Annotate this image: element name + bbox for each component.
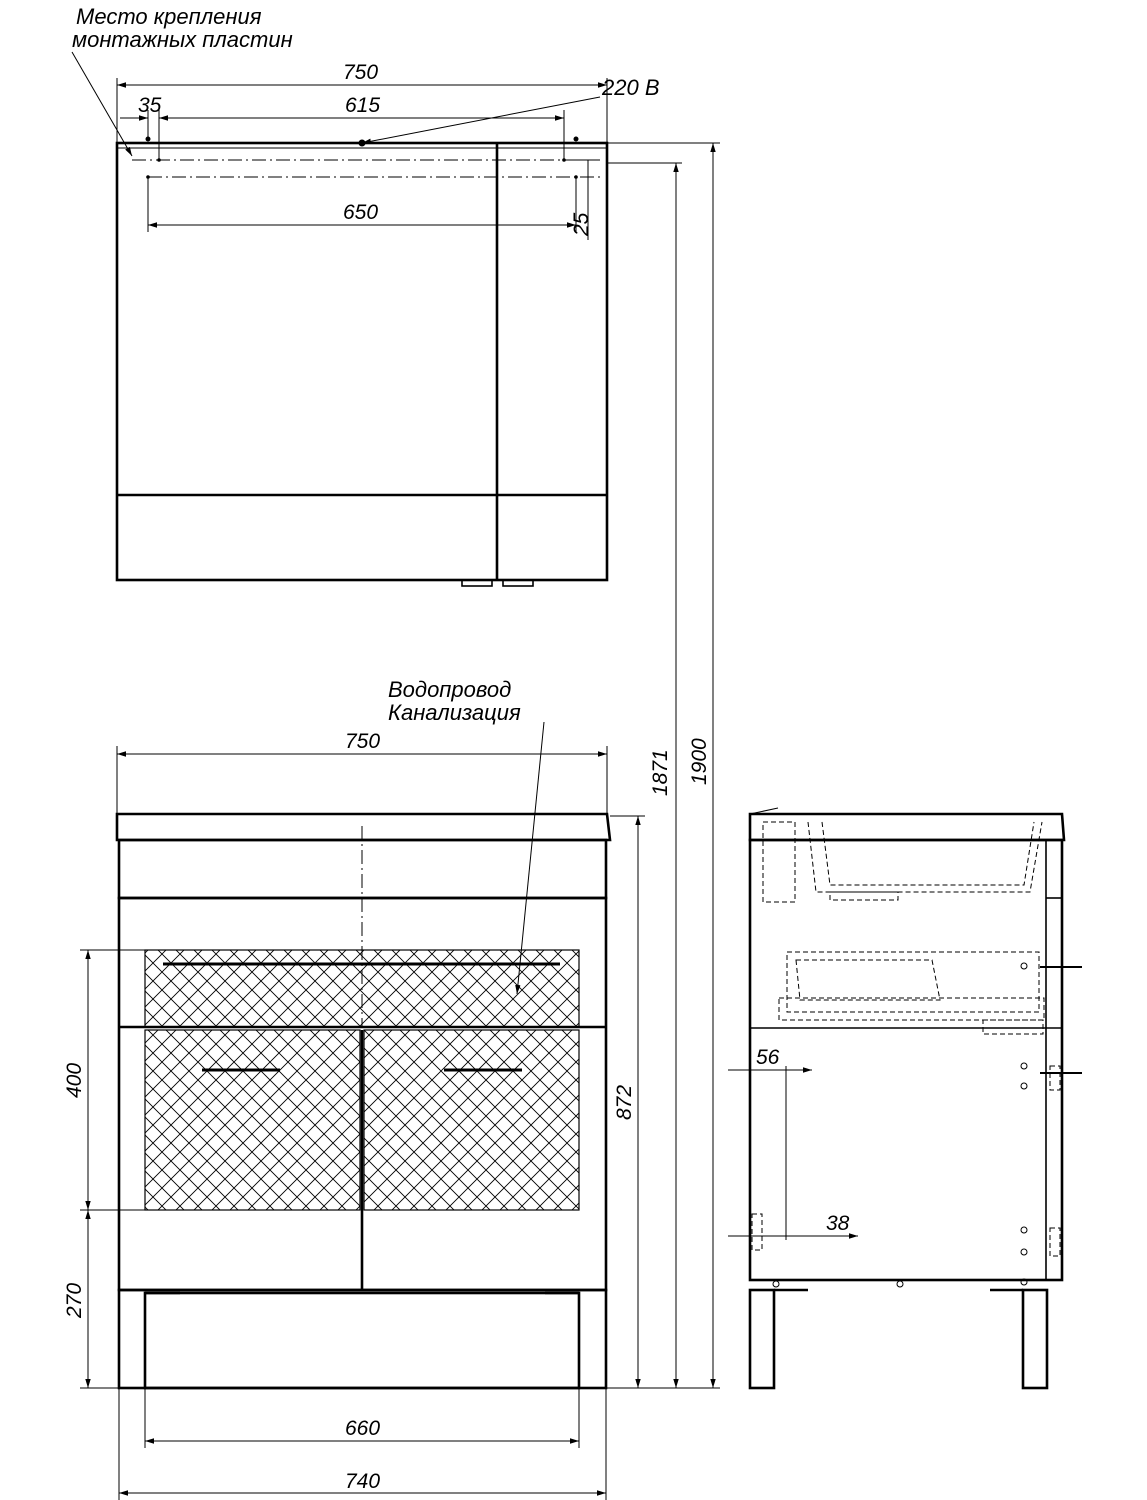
dim-mirror-inner: 650 [343, 201, 379, 224]
dim-height-1900: 1900 [688, 738, 711, 785]
dim-height-872: 872 [613, 1084, 636, 1120]
dim-side-38: 38 [826, 1212, 850, 1235]
dim-mount-offset: 35 [138, 94, 162, 117]
dim-mount-span: 615 [345, 94, 381, 117]
voltage-label: 220 В [602, 75, 660, 100]
dim-mirror-depth: 25 [570, 212, 593, 236]
vanity-dimensions [80, 143, 720, 1500]
dim-cabinet-width: 750 [345, 730, 381, 753]
dim-body-width: 740 [345, 1470, 381, 1493]
mounting-label-line2: монтажных пластин [72, 27, 293, 52]
water-label-line2: Канализация [388, 700, 521, 725]
water-label-line1: Водопровод [388, 677, 512, 702]
vanity-front [117, 814, 610, 1388]
dim-height-1871: 1871 [649, 749, 672, 796]
vanity-side [750, 808, 1082, 1388]
dim-top-width: 750 [343, 61, 379, 84]
dim-leg-height: 270 [63, 1282, 86, 1318]
dim-door-height: 400 [63, 1062, 86, 1098]
mirror-dimensions [72, 52, 607, 240]
mounting-label-line1: Место крепления [76, 4, 262, 29]
dim-plinth-width: 660 [345, 1417, 381, 1440]
dim-side-56: 56 [756, 1046, 780, 1069]
